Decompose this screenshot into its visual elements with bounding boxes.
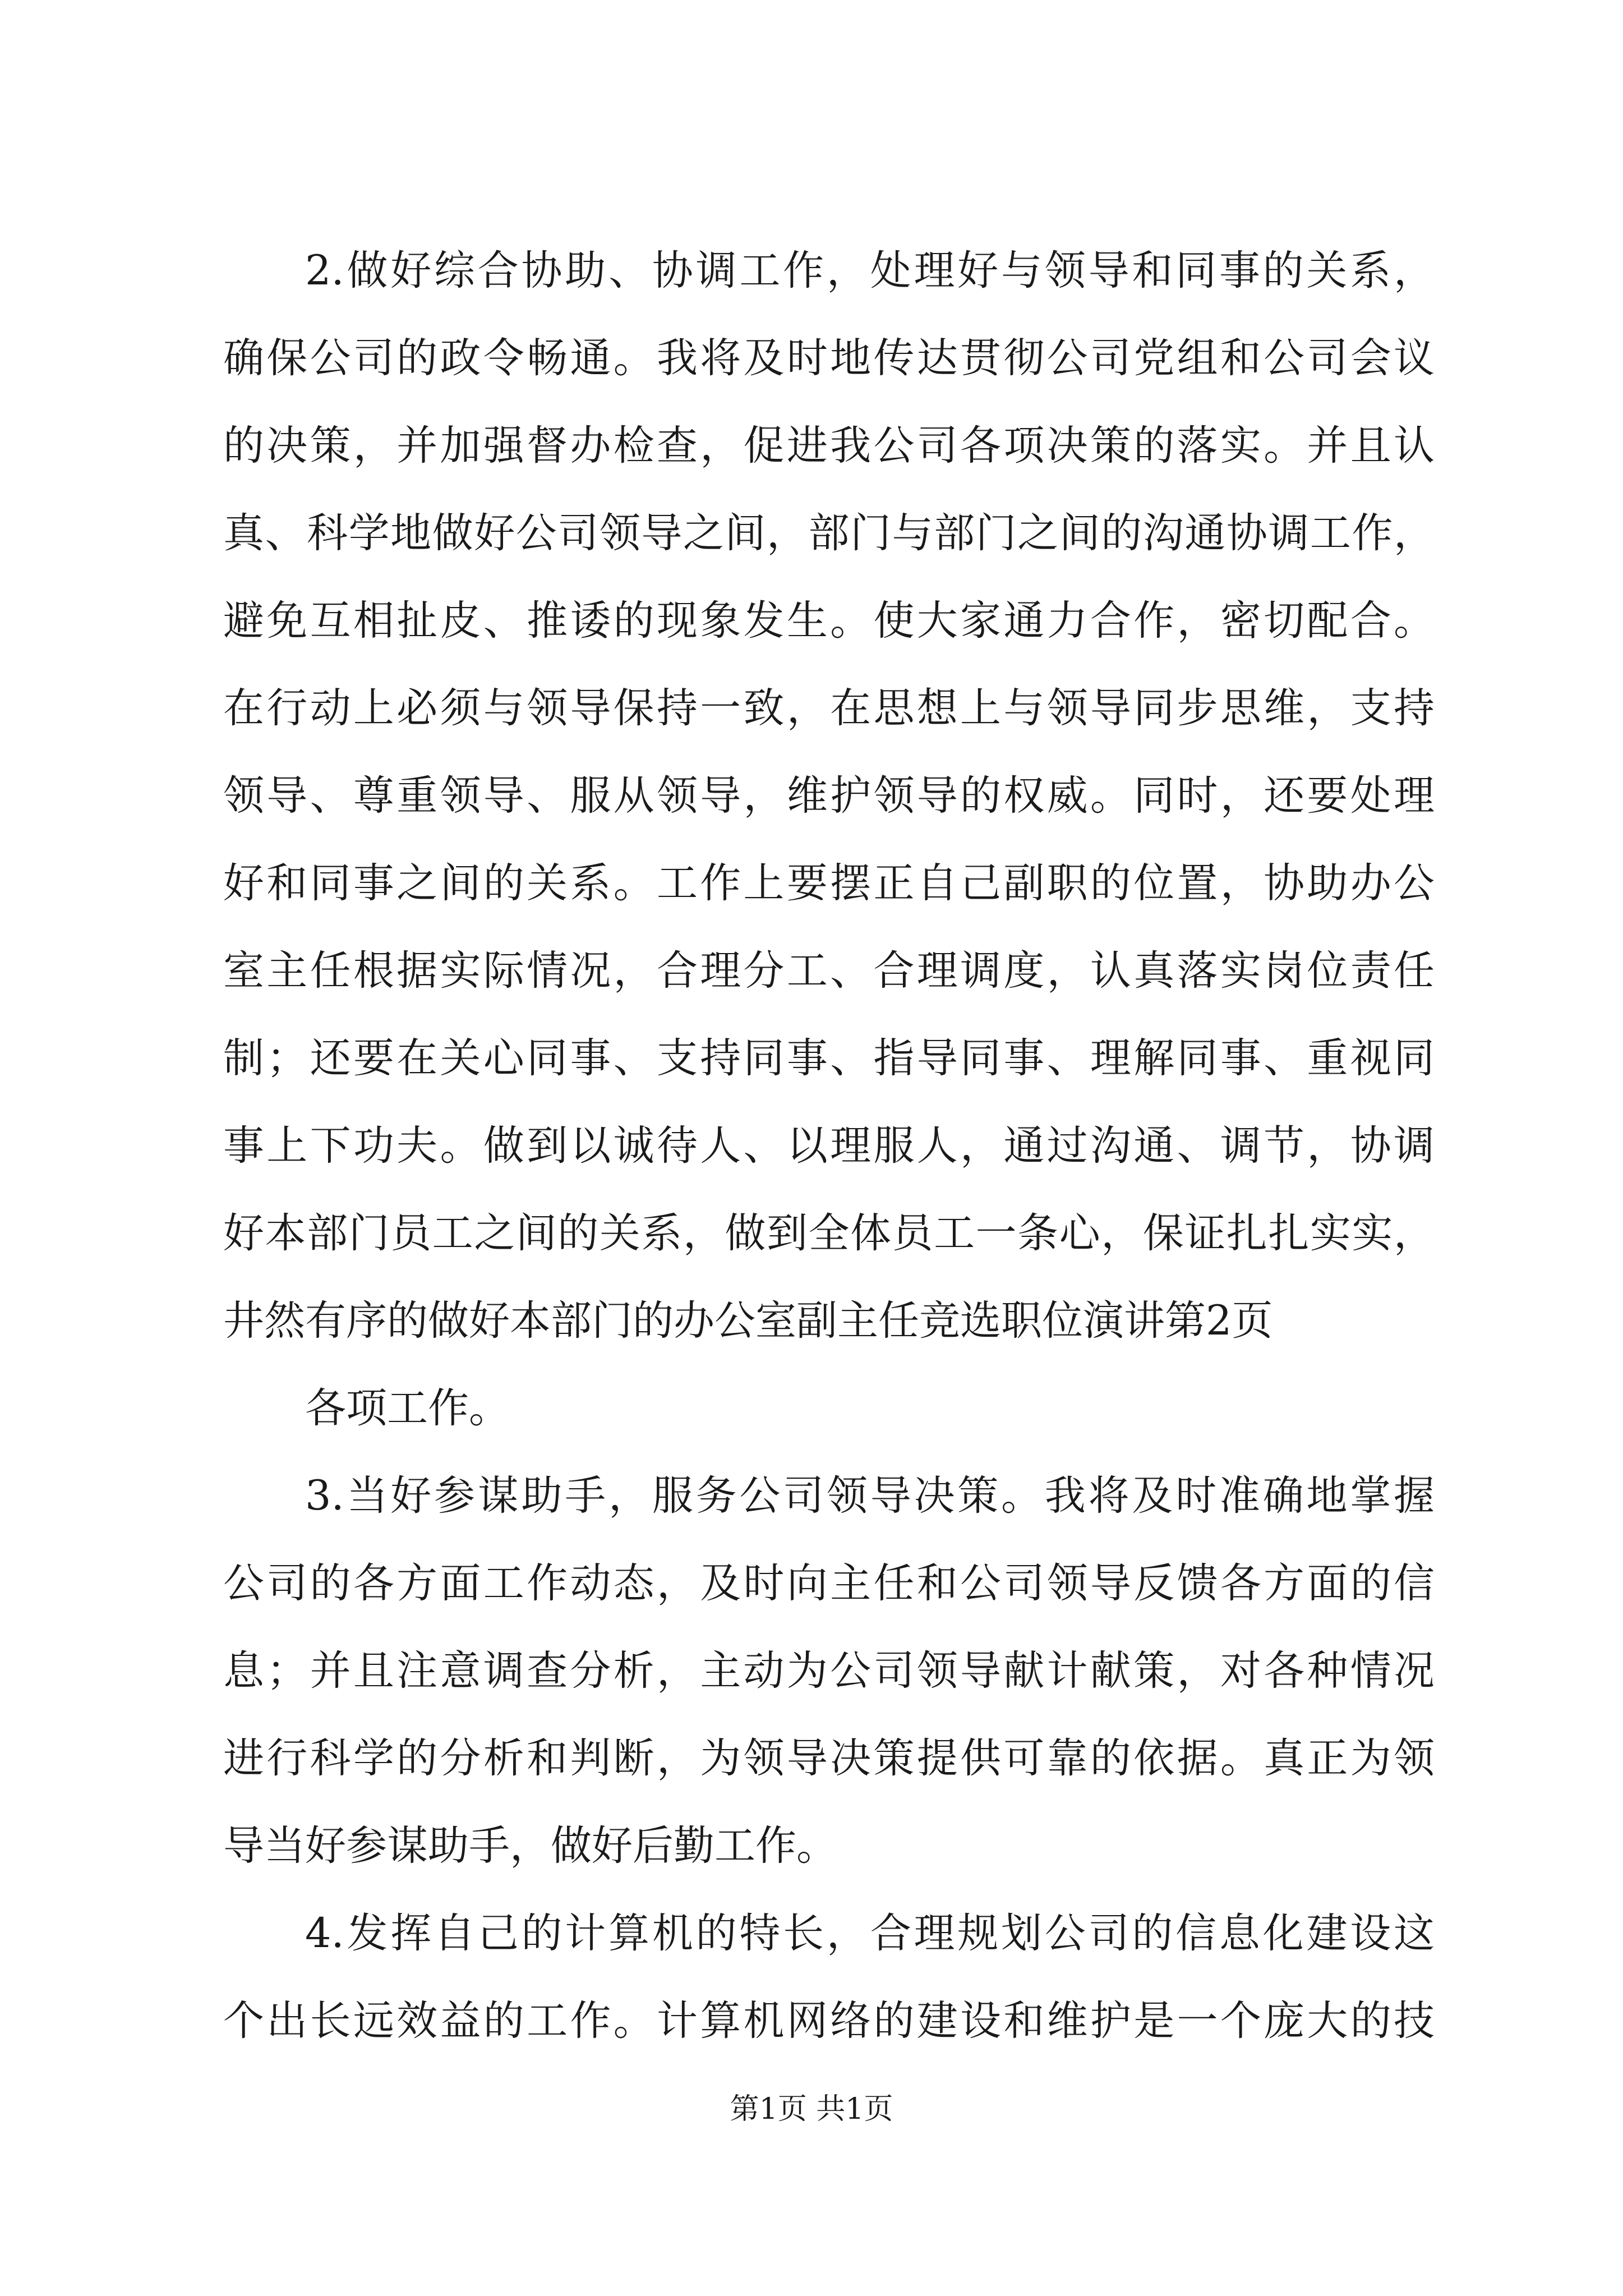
text-line: 的决策，并加强督办检查，促进我公司各项决策的落实。并且认 xyxy=(223,422,1435,470)
text-line: 避免互相扯皮、推诿的现象发生。使大家通力合作，密切配合。 xyxy=(223,597,1435,645)
text-line: 4.发挥自己的计算机的特长，合理规划公司的信息化建设这 xyxy=(305,1910,1435,1957)
page-footer: 第1页 共1页 xyxy=(730,2092,893,2126)
text-line: 室主任根据实际情况，合理分工、合理调度，认真落实岗位责任 xyxy=(223,947,1435,995)
document-body xyxy=(223,227,1435,2065)
text-line: 2.做好综合协助、协调工作，处理好与领导和同事的关系， xyxy=(305,247,1435,295)
text-line: 3.当好参谋助手，服务公司领导决策。我将及时准确地掌握 xyxy=(305,1472,1435,1520)
text-line: 领导、尊重领导、服从领导，维护领导的权威。同时，还要处理 xyxy=(223,772,1435,820)
text-line: 各项工作。 xyxy=(305,1384,510,1432)
text-line: 息；并且注意调查分析，主动为公司领导献计献策，对各种情况 xyxy=(223,1647,1435,1695)
text-line: 好和同事之间的关系。工作上要摆正自己副职的位置，协助办公 xyxy=(223,859,1435,907)
text-line: 个出长远效益的工作。计算机网络的建设和维护是一个庞大的技 xyxy=(223,1997,1435,2045)
text-line: 制；还要在关心同事、支持同事、指导同事、理解同事、重视同 xyxy=(223,1034,1435,1082)
text-line: 事上下功夫。做到以诚待人、以理服人，通过沟通、调节，协调 xyxy=(223,1122,1435,1170)
text-line: 好本部门员工之间的关系，做到全体员工一条心，保证扎扎实实， xyxy=(223,1209,1435,1257)
text-line: 导当好参谋助手，做好后勤工作。 xyxy=(223,1822,837,1870)
text-line: 进行科学的分析和判断，为领导决策提供可靠的依据。真正为领 xyxy=(223,1734,1435,1782)
text-line: 真、科学地做好公司领导之间，部门与部门之间的沟通协调工作， xyxy=(223,509,1435,557)
text-line: 确保公司的政令畅通。我将及时地传达贯彻公司党组和公司会议 xyxy=(223,334,1435,382)
text-line: 公司的各方面工作动态，及时向主任和公司领导反馈各方面的信 xyxy=(223,1559,1435,1607)
text-line: 井然有序的做好本部门的办公室副主任竞选职位演讲第2页 xyxy=(223,1297,1273,1345)
text-line: 在行动上必须与领导保持一致，在思想上与领导同步思维，支持 xyxy=(223,684,1435,732)
